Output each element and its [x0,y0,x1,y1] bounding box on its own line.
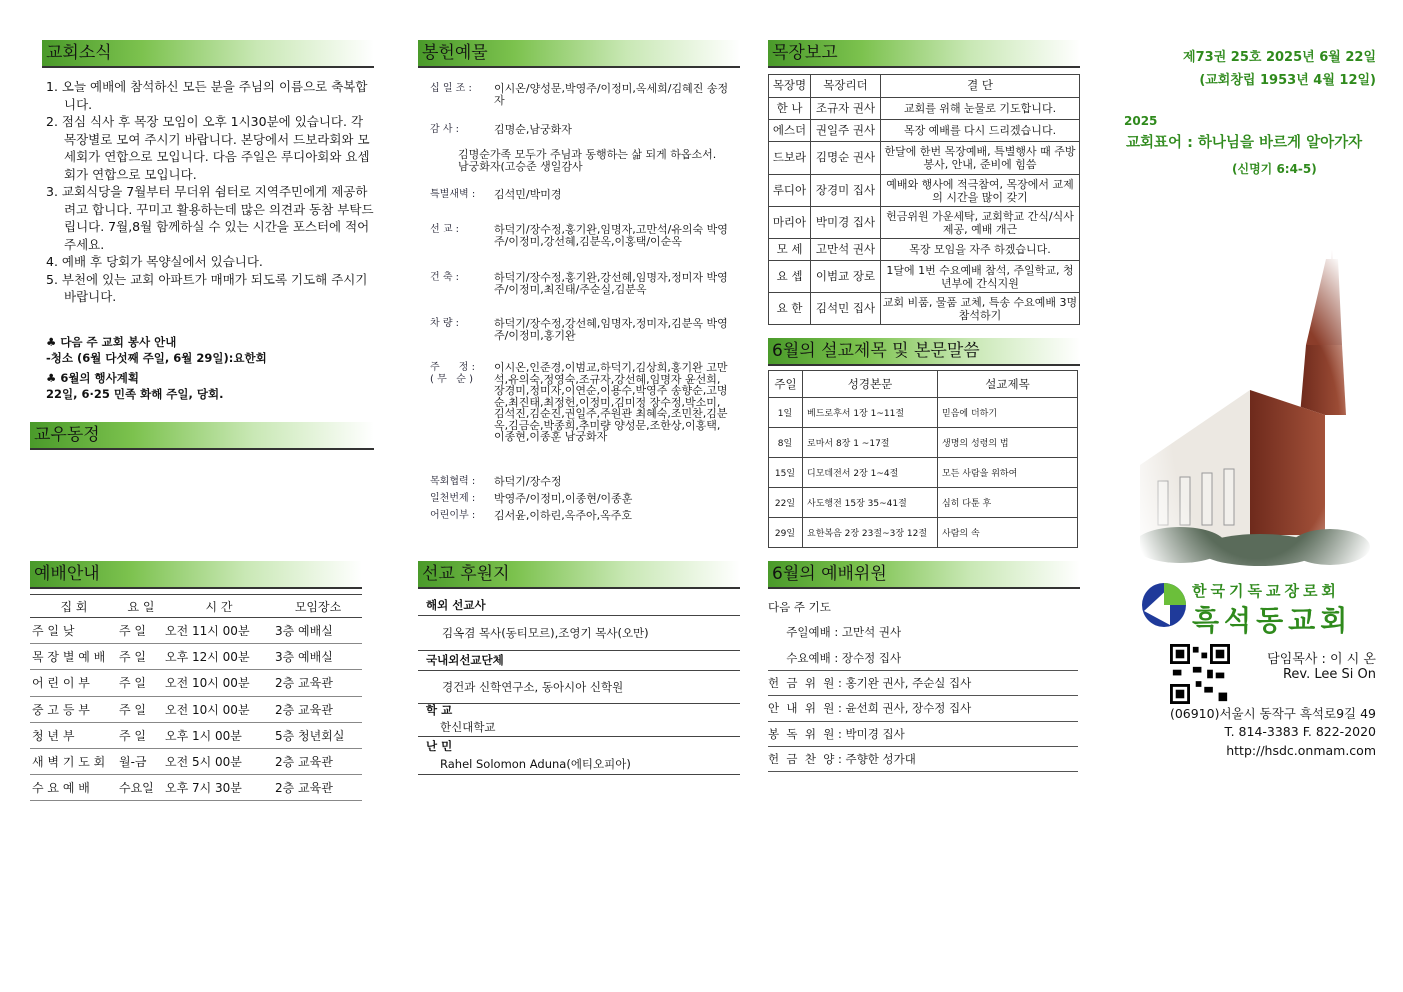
mission-group-4 [418,738,740,775]
mission-group-head: 난 민 [426,739,453,753]
service-text: -청소 (6월 다섯째 주일, 6월 29일):요한회 [46,351,267,365]
motto-ref: (신명기 6:4-5) [1232,162,1317,176]
worship-guide-cell: 중 고 등 부 [30,696,118,722]
worship-staff-row: 다음 주 기도 [768,600,831,614]
shepherd-row [769,207,1080,239]
mission-group-body: 경건과 신학연구소, 동아시아 신학원 [418,671,740,704]
shepherd-cell: 1달에 1번 수요예배 참석, 주일학교, 청년부에 간식지원 [881,261,1080,293]
car-label: 차 량 : [430,318,460,329]
shepherd-cell: 조규자 권사 [811,98,881,120]
worship-guide-cell: 오후 1시 00분 [164,722,274,748]
mission-group-head: 국내외선교단체 [418,651,740,671]
kids-label: 어린이부 : [430,510,476,521]
worship-staff-row: 헌 금 찬 양 : 주향한 성가대 [768,747,1078,773]
sermon-row [769,518,1078,548]
worship-guide-cell: 오후 12시 00분 [164,644,274,670]
sermon-cell: 디모데전서 2장 1~4절 [803,458,938,488]
worship-guide-row [30,670,362,696]
founded-info: (교회창립 1953년 4월 12일) [1199,73,1376,88]
shepherd-cell: 에스더 [769,120,811,142]
shepherd-row [769,142,1080,175]
sermons-header-cell: 성경본문 [803,371,938,398]
special-value: 김석민/박미경 [494,188,562,201]
sermon-row [769,458,1078,488]
worship-guide-cell: 오전 10시 00분 [164,696,274,722]
pastoral-row [430,476,730,488]
mission-group-3 [418,702,740,737]
sermon-cell: 15일 [769,458,803,488]
special-row [430,189,730,201]
worship-guide-cell: 2층 교육관 [274,670,362,696]
news-header: 교회소식 [42,40,374,68]
shepherd-cell: 장경미 집사 [811,175,881,207]
shepherd-cell: 김석민 집사 [811,293,881,325]
weekly-row [430,362,730,443]
worship-guide-cell: 수 요 예 배 [30,775,118,801]
worship-guide-row [30,644,362,670]
pastoral-value: 하덕기/장수정 [494,475,562,488]
sermon-cell: 심히 다툰 후 [938,488,1078,518]
kids-value: 김서윤,이하린,옥주아,옥주호 [494,509,633,522]
shepherd-row [769,239,1080,261]
shepherd-header-cell: 결 단 [881,75,1080,98]
church-logo-icon [1140,581,1188,629]
worship-guide-cell: 목 장 별 예 배 [30,644,118,670]
website-link[interactable]: http://hsdc.onmam.com [1226,743,1376,758]
tithe-value: 이시온/양성문,박영주/이정미,옥세희/김혜진 송정자 [494,82,729,107]
worship-guide-cell: 오전 11시 00분 [164,618,274,644]
shepherd-row [769,98,1080,120]
worship-guide-cell: 3층 예배실 [274,644,362,670]
mission-group-head: 해외 선교사 [418,596,740,616]
mission-group-2 [418,651,740,704]
sermon-cell: 1일 [769,398,803,428]
sermon-cell: 로마서 8장 1 ~17절 [803,428,938,458]
pastor-name-en: Rev. Lee Si On [1282,667,1376,682]
worship-guide-cell: 주 일 [118,696,164,722]
worship-guide-cell: 주 일 [118,618,164,644]
worship-staff-row: 봉 독 위 원 : 박미경 집사 [768,722,1078,748]
sermon-cell: 생명의 성령의 법 [938,428,1078,458]
worship-guide-cell: 2층 교육관 [274,775,362,801]
sermon-cell: 믿음에 더하기 [938,398,1078,428]
worship-guide-cell: 오전 10시 00분 [164,670,274,696]
qr-code-icon [1170,644,1230,704]
kids-row [430,510,730,522]
weekly-label: 주 정 : ( 무 순 ) [430,362,475,385]
shepherd-header: 목장보고 [768,40,1080,68]
worship-guide-cell: 주 일 낮 [30,618,118,644]
thanks-value: 김명순,남궁화자 [494,123,572,136]
car-row [430,318,730,341]
shepherd-cell: 마리아 [769,207,811,239]
tithe-label: 십 일 조 : [430,83,472,94]
mission-group-1 [418,596,740,651]
members-header: 교우동정 [30,422,374,450]
shepherd-header-cell: 목장명 [769,75,811,98]
special-label: 특별새벽 : [430,189,476,200]
missions-header: 선교 후원지 [418,561,740,589]
sermon-cell: 8일 [769,428,803,458]
address: (06910)서울시 동작구 흑석로9길 49 [1169,706,1376,721]
shepherd-table [768,74,1080,325]
building-value: 하덕기/장수정,홍기완,강선혜,임명자,정미자 박영주/이정미,최진태/주순실,김분옥 [494,271,728,296]
issue-info: 제73권 25호 2025년 6월 22일 [1183,50,1376,65]
shepherd-cell: 고만석 권사 [811,239,881,261]
worship-guide-table [30,594,362,801]
worship-guide-header-cell: 집 회 [30,595,118,618]
shepherd-cell: 교회를 위해 눈물로 기도합니다. [881,98,1080,120]
shepherd-cell: 한달에 한번 목장예배, 특별행사 때 주방봉사, 안내, 준비에 힘씀 [881,142,1080,175]
worship-guide-row [30,722,362,748]
thanks-label: 감 사 : [430,124,460,135]
mission-row [430,224,730,247]
sermon-cell: 29일 [769,518,803,548]
worship-staff-row: 주일예배 : 고만석 권사 [768,625,902,640]
worship-guide-header-cell: 요 일 [118,595,164,618]
news-item: 5. 부천에 있는 교회 아파트가 매매가 되도록 기도해 주시기 바랍니다. [46,271,368,304]
shepherd-cell: 권일주 권사 [811,120,881,142]
shepherd-cell: 루디아 [769,175,811,207]
birth-value: 박영주/이정미,이종현/이종훈 [494,492,633,505]
birth-row [430,493,730,505]
worship-guide-cell: 주 일 [118,644,164,670]
shepherd-row [769,175,1080,207]
motto: 교회표어 : 하나님을 바르게 알아가자 [1126,135,1363,151]
service-title: ♣ 다음 주 교회 봉사 안내 [46,335,177,349]
mission-group-body: 한신대학교 [418,718,740,737]
worship-guide-row [30,748,362,774]
shepherd-cell: 헌금위원 가운세탁, 교회학교 간식/식사 제공, 예배 개근 [881,207,1080,239]
sermon-cell: 요한복음 2장 23절~3장 12절 [803,518,938,548]
worship-staff-header: 6월의 예배위원 [768,561,1080,589]
worship-guide-header-cell: 시 간 [164,595,274,618]
worship-guide-cell: 오후 7시 30분 [164,775,274,801]
motto-year: 2025 [1124,114,1158,128]
mission-value: 하덕기/장수정,홍기완,임명자,고만석/유의숙 박영주/이정미,강선혜,김분옥,이홍택/이순옥 [494,223,728,248]
mission-label: 선 교 : [430,224,460,235]
shepherd-cell: 목장 모임을 자주 하겠습니다. [881,239,1080,261]
sermon-row [769,428,1078,458]
thanks-row [430,124,730,136]
news-item: 1. 오늘 예배에 참석하신 모든 분을 주님의 이름으로 축복합니다. [46,79,368,112]
sermon-cell: 모든 사람을 위하여 [938,458,1078,488]
church-building-image [1140,215,1372,573]
news-item: 2. 점심 식사 후 목장 모임이 오후 1시30분에 있습니다. 각 목장별로 모여 주시기 바랍니다. 본당에서 드보라회와 모세회가 연합으로 모입니다. 다음 주일은 루디아회와 요셉회가 연합으로 모입니다. [46,114,370,182]
shepherd-row [769,261,1080,293]
worship-guide-row [30,618,362,644]
church-name: 흑석동교회 [1192,604,1353,637]
mission-group-head: 학 교 [426,703,453,717]
sermons-header-cell: 설교제목 [938,371,1078,398]
worship-guide-cell: 2층 교육관 [274,748,362,774]
worship-guide-header: 예배안내 [30,561,362,589]
mission-group-body: Rahel Solomon Aduna(에티오피아) [418,754,740,775]
sermon-cell: 22일 [769,488,803,518]
shepherd-cell: 박미경 집사 [811,207,881,239]
worship-guide-cell: 주 일 [118,722,164,748]
shepherd-cell: 이범교 장로 [811,261,881,293]
worship-guide-cell: 새 벽 기 도 회 [30,748,118,774]
shepherd-row [769,293,1080,325]
news-item: 4. 예배 후 당회가 목양실에서 있습니다. [46,254,263,269]
tithe-row [430,83,730,106]
phone: T. 814-3383 F. 822-2020 [1224,724,1376,739]
sermons-table [768,370,1078,548]
sermon-cell: 사도행전 15장 35~41절 [803,488,938,518]
shepherd-cell: 요 한 [769,293,811,325]
worship-guide-cell: 2층 교육관 [274,696,362,722]
weekly-value: 이시온,인준경,이범교,하덕기,김상희,홍기완 고만석,유의숙,정영숙,조규자,강선혜,임명자 윤선희,장경미,정미자,이연순,이용수,박영주 송향순,고명순,최진태,최정헌,이정미,김미정 장수정,박소미,김석진,김순진,권일주,주원관 최혜숙,조민찬,김분옥,김금순,박종희,추미량 양성문,조한상,이홍택,이종현,이종훈 남궁화자 [494,361,728,443]
birth-label: 일천번제 : [430,493,476,504]
news-item: 3. 교회식당을 7월부터 무더위 쉼터로 지역주민에게 제공하려고 합니다. 꾸미고 활용하는데 많은 의견과 동참 부탁드립니다. 7월,8월 함께하실 수 있는 시간을 포스터에 적어주세요. [46,184,374,252]
worship-guide-cell: 3층 예배실 [274,618,362,644]
thanks-note: 김명순가족 모두가 주님과 동행하는 삶 되게 하옵소서. 남궁화자(고승준 생일감사 [458,148,717,173]
worship-guide-cell: 주 일 [118,670,164,696]
worship-guide-cell: 5층 청년회실 [274,722,362,748]
shepherd-cell: 모 세 [769,239,811,261]
worship-guide-cell: 어 린 이 부 [30,670,118,696]
pastoral-label: 목회협력 : [430,476,476,487]
worship-staff-row: 헌 금 위 원 : 홍기완 권사, 주순실 집사 [768,671,1078,697]
pastor-name: 담임목사 : 이 시 온 [1267,652,1376,667]
worship-staff-row: 안 내 위 원 : 윤선희 권사, 장수정 집사 [768,696,1078,722]
shepherd-cell: 목장 예배를 다시 드리겠습니다. [881,120,1080,142]
worship-guide-cell: 오전 5시 00분 [164,748,274,774]
shepherd-cell: 드보라 [769,142,811,175]
denomination: 한국기독교장로회 [1192,582,1340,600]
sermons-header-cell: 주일 [769,371,803,398]
building-label: 건 축 : [430,272,460,283]
worship-guide-cell: 월-금 [118,748,164,774]
shepherd-cell: 예배와 행사에 적극참여, 목장에서 교제의 시간을 많이 갖기 [881,175,1080,207]
sermon-row [769,398,1078,428]
worship-staff-row: 수요예배 : 장수정 집사 [768,646,1078,672]
shepherd-cell: 김명순 권사 [811,142,881,175]
building-row [430,272,730,295]
offerings-header: 봉헌예물 [418,40,740,68]
sermon-cell: 사람의 속 [938,518,1078,548]
worship-guide-row [30,775,362,801]
sermon-row [769,488,1078,518]
worship-guide-cell: 수요일 [118,775,164,801]
event-title: ♣ 6월의 행사계획 [46,371,139,385]
shepherd-row [769,120,1080,142]
mission-group-body: 김옥겸 목사(동티모르),조영기 목사(오만) [418,616,740,651]
shepherd-header-cell: 목장리더 [811,75,881,98]
worship-guide-cell: 청 년 부 [30,722,118,748]
sermon-cell: 베드로후서 1장 1~11절 [803,398,938,428]
shepherd-cell: 한 나 [769,98,811,120]
news-list [46,78,376,306]
event-text: 22일, 6·25 민족 화해 주일, 당회. [46,387,224,401]
car-value: 하덕기/장수정,강선혜,임명자,정미자,김분옥 박영주/이정미,홍기완 [494,317,728,342]
sermons-header: 6월의 설교제목 및 본문말씀 [768,338,1080,366]
shepherd-cell: 교회 비품, 물품 교체, 특송 수요예배 3명 참석하기 [881,293,1080,325]
worship-guide-row [30,696,362,722]
shepherd-cell: 요 셉 [769,261,811,293]
worship-guide-header-cell: 모임장소 [274,595,362,618]
